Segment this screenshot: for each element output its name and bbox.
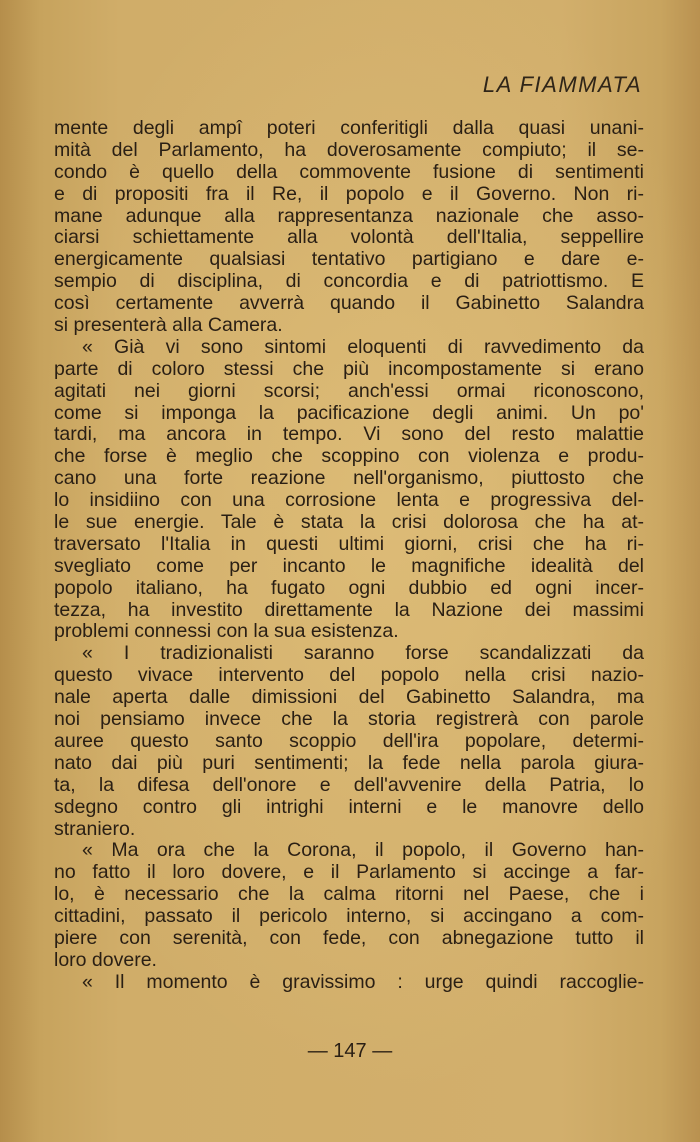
- body-text: [54, 118, 644, 994]
- text-line: ta, la difesa dell'onore e dell'avvenire della Patria, lo: [54, 773, 644, 796]
- text-line: che forse è meglio che scoppino con violenza e produ-: [54, 445, 644, 468]
- text-line: nato dai più puri sentimenti; la fede nella parola giura-: [54, 751, 644, 774]
- text-line: mente degli ampî poteri conferitigli dalla quasi unani-: [54, 117, 644, 139]
- text-line: auree questo santo scoppio dell'ira popolare, determi-: [54, 729, 644, 752]
- text-line: agitati nei giorni scorsi; anch'essi ormai riconoscono,: [54, 379, 644, 402]
- running-title: LA FIAMMATA: [482, 72, 642, 97]
- text-line: svegliato come per incanto le magnifiche idealità del: [54, 554, 644, 577]
- text-line: cittadini, passato il pericolo interno, si accingano a com-: [54, 905, 644, 928]
- text-line: loro dovere.: [54, 948, 157, 971]
- text-line: energicamente qualsiasi tentativo partigiano e dare e-: [54, 248, 644, 271]
- text-line: « Ma ora che la Corona, il popolo, il Governo han-: [82, 839, 644, 862]
- text-line: « I tradizionalisti saranno forse scandalizzati da: [82, 642, 644, 665]
- text-line: problemi connessi con la sua esistenza.: [54, 620, 399, 643]
- text-line: nale aperta dalle dimissioni del Gabinetto Salandra, ma: [54, 686, 644, 709]
- text-line: sdegno contro gli intrighi interni e le manovre dello: [54, 795, 644, 818]
- text-line: « Il momento è gravissimo : urge quindi raccoglie-: [82, 970, 644, 993]
- text-line: condo è quello della commovente fusione di sentimenti: [54, 160, 644, 183]
- text-line: lo insidiino con una corrosione lenta e progressiva del-: [54, 489, 644, 512]
- text-line: ciarsi schiettamente alla volontà dell'Italia, seppellire: [54, 226, 644, 249]
- text-line: questo vivace intervento del popolo nella crisi nazio-: [54, 664, 644, 687]
- text-line: le sue energie. Tale è stata la crisi dolorosa che ha at-: [54, 511, 644, 534]
- page-number: — 147 —: [307, 1040, 393, 1062]
- text-line: mità del Parlamento, ha doverosamente compiuto; il se-: [54, 138, 644, 161]
- text-line: tezza, ha investito direttamente la Nazione dei massimi: [54, 598, 644, 621]
- text-line: noi pensiamo invece che la storia registrerà con parole: [54, 708, 644, 731]
- text-line: mane adunque alla rappresentanza nazionale che asso-: [54, 204, 644, 227]
- text-line: lo, è necessario che la calma ritorni nel Paese, che i: [54, 883, 644, 906]
- text-line: straniero.: [54, 817, 136, 840]
- text-line: piere con serenità, con fede, con abnegazione tutto il: [54, 926, 644, 949]
- text-line: sempio di disciplina, di concordia e di patriottismo. E: [54, 270, 644, 293]
- text-line: traversato l'Italia in questi ultimi giorni, crisi che ha ri-: [54, 532, 644, 555]
- text-line: parte di coloro stessi che più incompostamente si erano: [54, 357, 644, 380]
- text-line: « Già vi sono sintomi eloquenti di ravvedimento da: [82, 335, 644, 358]
- text-line: tardi, ma ancora in tempo. Vi sono del resto malattie: [54, 423, 644, 446]
- text-line: e di propositi fra il Re, il popolo e il Governo. Non ri-: [54, 182, 644, 205]
- text-line: no fatto il loro dovere, e il Parlamento si accinge a far-: [54, 861, 644, 884]
- text-line: come si imponga la pacificazione degli animi. Un po': [54, 401, 644, 424]
- text-line: cano una forte reazione nell'organismo, piuttosto che: [54, 467, 644, 490]
- text-line: si presenterà alla Camera.: [54, 314, 283, 337]
- text-line: così certamente avverrà quando il Gabinetto Salandra: [54, 292, 644, 315]
- text-line: popolo italiano, ha fugato ogni dubbio ed ogni incer-: [54, 576, 644, 599]
